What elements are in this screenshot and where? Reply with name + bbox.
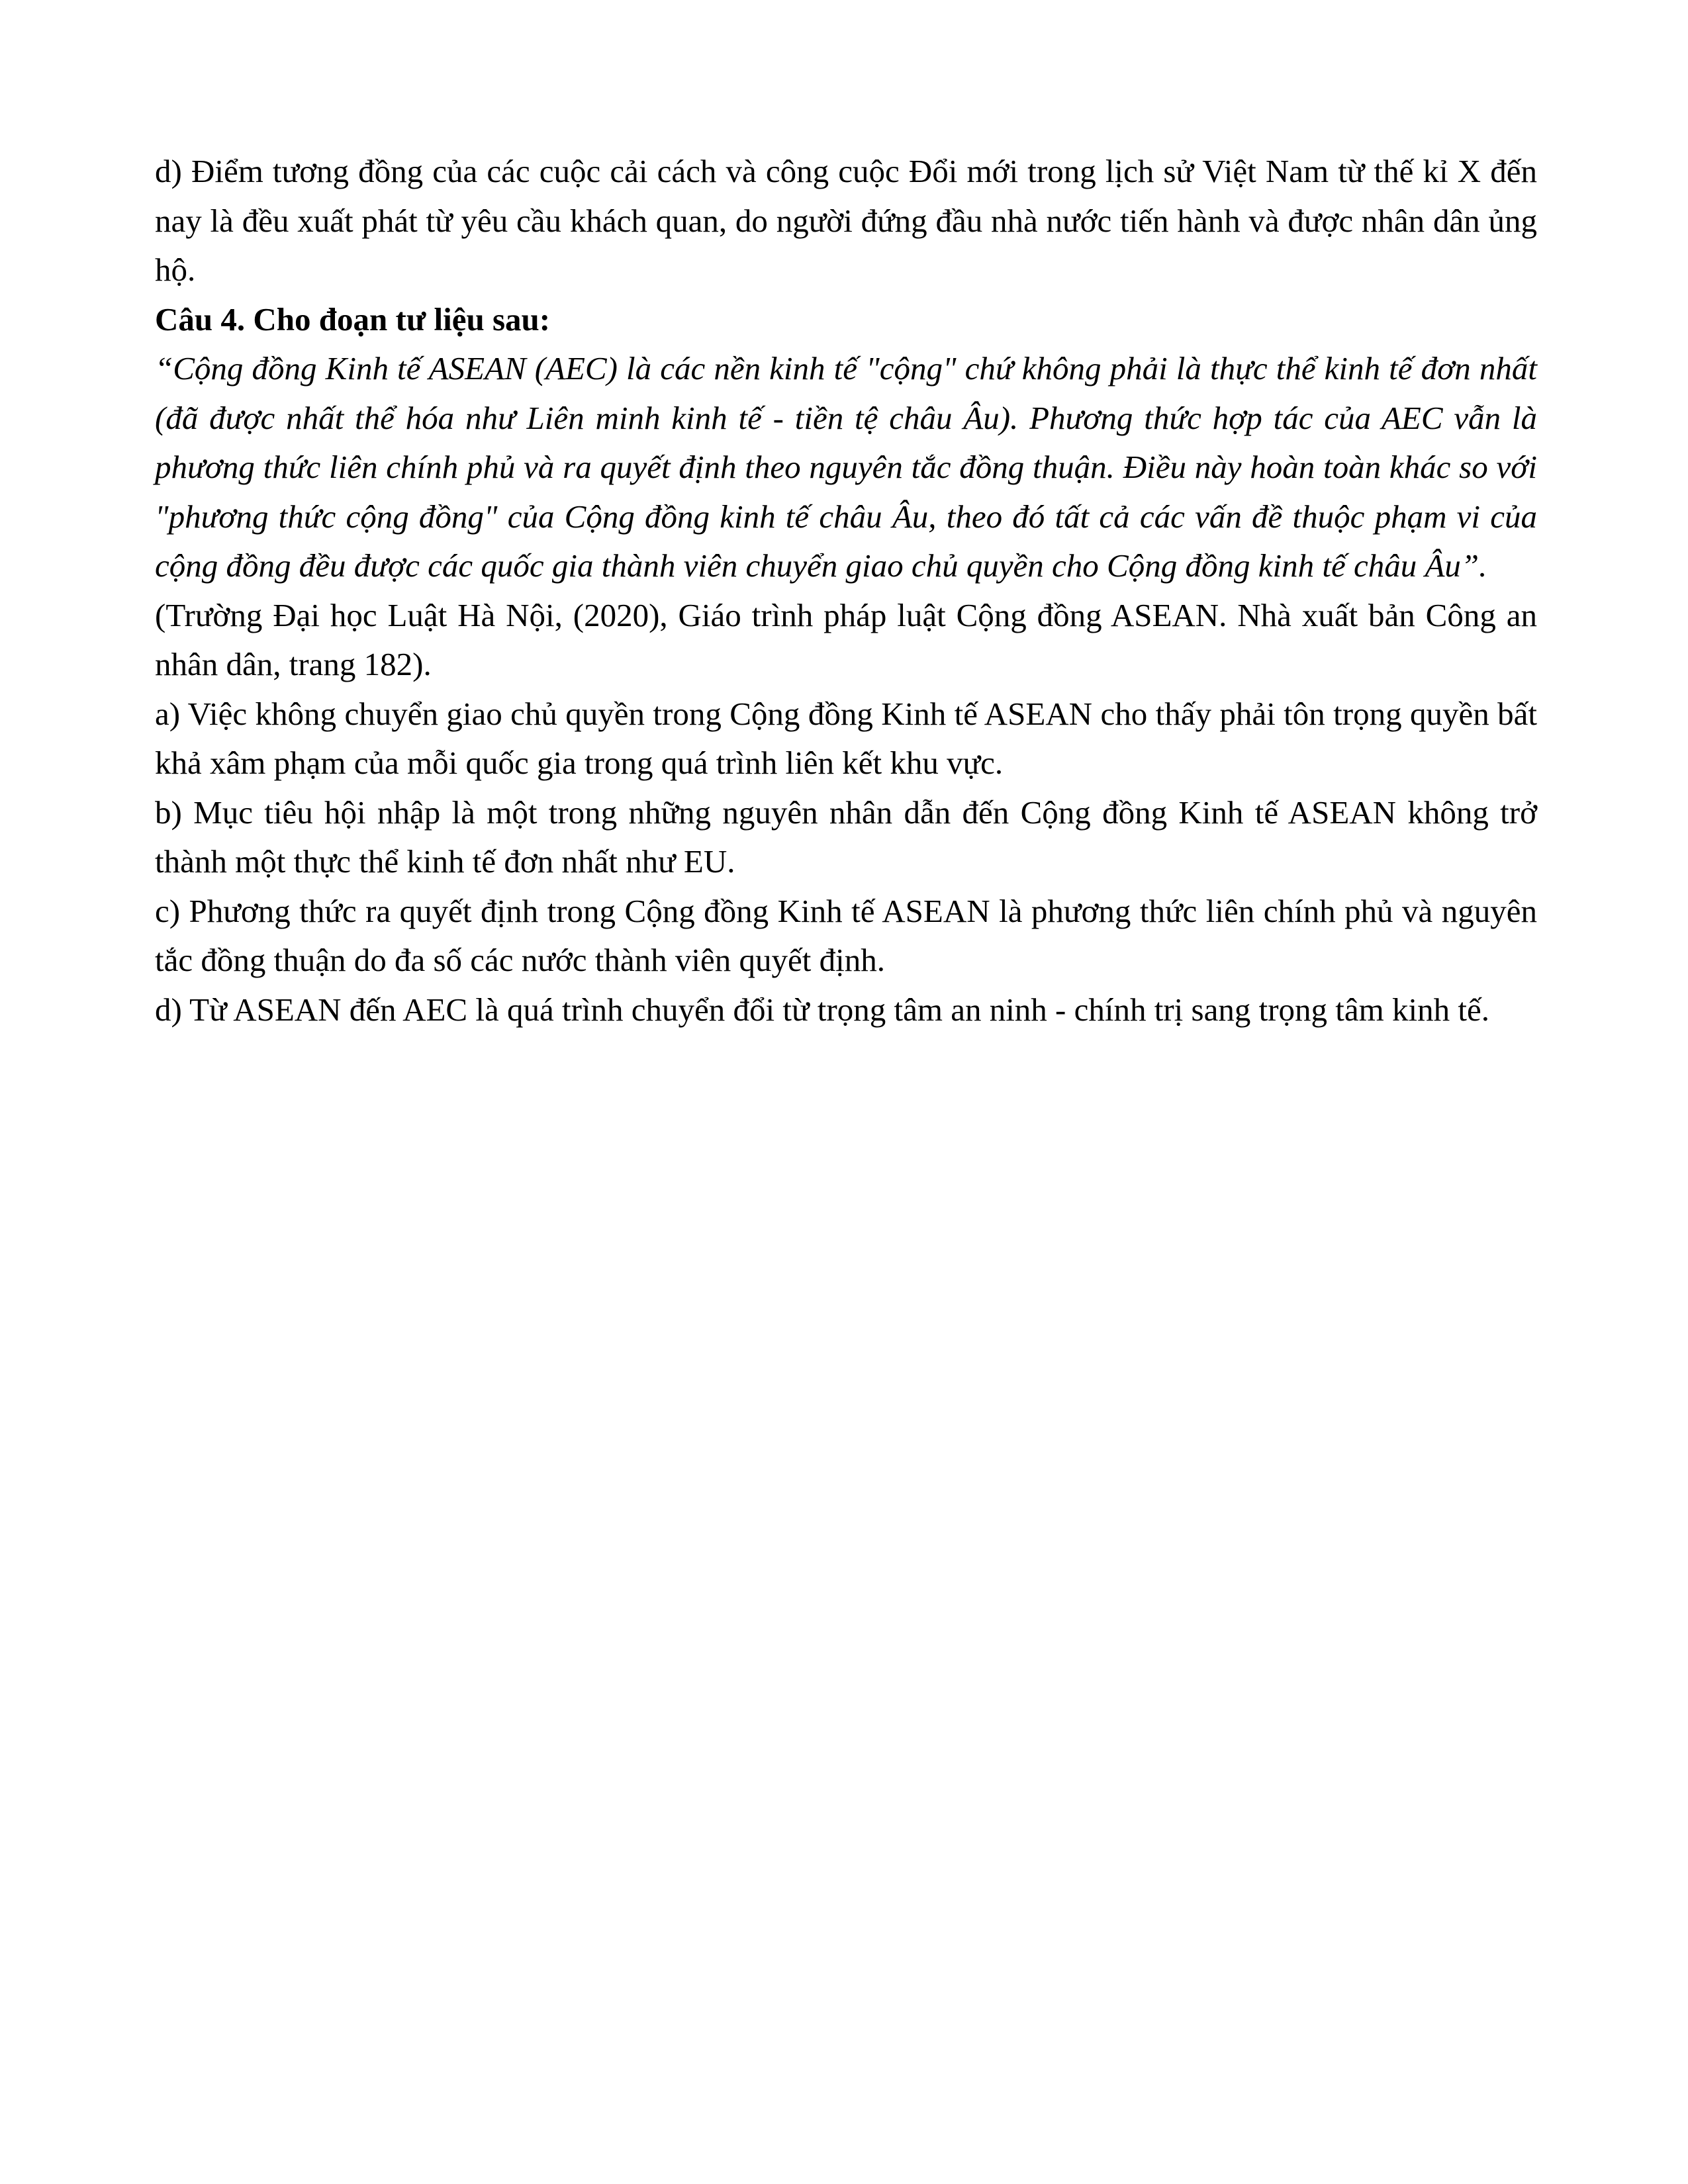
- option-a: a) Việc không chuyển giao chủ quyền trong Cộng đồng Kinh tế ASEAN cho thấy phải tôn trọng quyền bất khả xâm phạm của mỗi quốc gia trong quá trình liên kết khu vực.: [155, 695, 1537, 781]
- previous-question-option-d: d) Điểm tương đồng của các cuộc cải cách và công cuộc Đổi mới trong lịch sử Việt Nam từ thế kỉ X đến nay là đều xuất phát từ yêu cầu khách quan, do người đứng đầu nhà nước tiến hành và được nhân dân ủng hộ.: [155, 153, 1537, 288]
- source-citation: (Trường Đại học Luật Hà Nội, (2020), Giáo trình pháp luật Cộng đồng ASEAN. Nhà xuất bản Công an nhân dân, trang 182).: [155, 596, 1537, 682]
- option-b: b) Mục tiêu hội nhập là một trong những nguyên nhân dẫn đến Cộng đồng Kinh tế ASEAN không trở thành một thực thể kinh tế đơn nhất như EU.: [155, 794, 1537, 880]
- quoted-source-text: “Cộng đồng Kinh tế ASEAN (AEC) là các nền kinh tế "cộng" chứ không phải là thực thể kinh tế đơn nhất (đã được nhất thể hóa như Liên minh kinh tế - tiền tệ châu Âu). Phương thức hợp tác của AEC vẫn là phương thức liên chính phủ và ra quyết định theo nguyên tắc đồng thuận. Điều này hoàn toàn khác so với "phương thức cộng đồng" của Cộng đồng kinh tế châu Âu, theo đó tất cả các vấn đề thuộc phạm vi của cộng đồng đều được các quốc gia thành viên chuyển giao chủ quyền cho Cộng đồng kinh tế châu Âu”.: [155, 350, 1537, 584]
- document-page: [155, 147, 1537, 1034]
- option-c: c) Phương thức ra quyết định trong Cộng đồng Kinh tế ASEAN là phương thức liên chính phủ và nguyên tắc đồng thuận do đa số các nước thành viên quyết định.: [155, 892, 1537, 978]
- question-heading: Câu 4. Cho đoạn tư liệu sau:: [155, 300, 551, 338]
- option-d: d) Từ ASEAN đến AEC là quá trình chuyển đổi từ trọng tâm an ninh - chính trị sang trọng tâm kinh tế.: [155, 991, 1489, 1028]
